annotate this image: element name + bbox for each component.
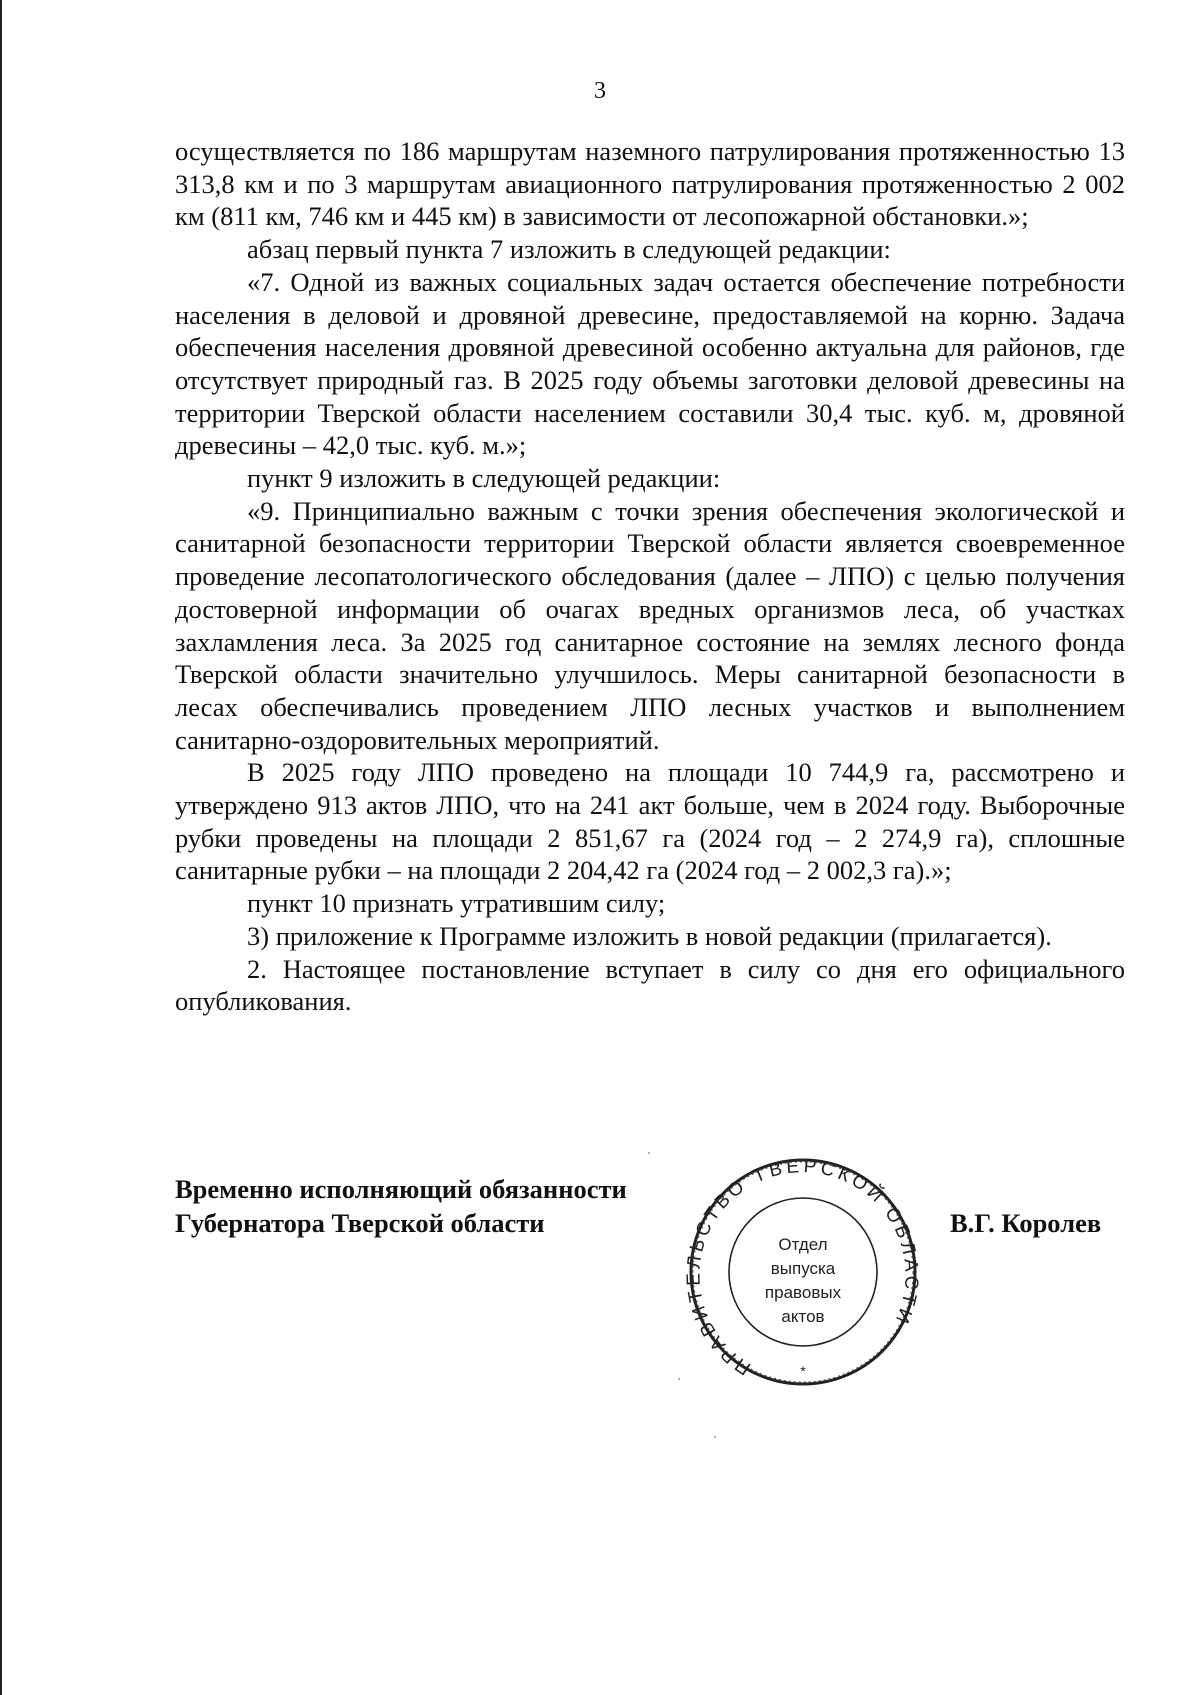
document-body: [175, 135, 1125, 1018]
stamp-inner-line-4: актов: [781, 1307, 825, 1326]
paragraph-item-9-text: «9. Принципиально важным с точки зрения обеспечения экологической и санитарной безопасности территории Тверской области является своевременное проведение лесопатологического обследования (далее – ЛПО) с целью получения достоверной информации об очагах вредных организмов леса, об участках захламления леса. За 2025 год санитарное состояние на землях лесного фонда Тверской области значительно улучшилось. Меры санитарной безопасности в лесах обеспечивались проведением ЛПО лесных участков и выполнением санитарно-оздоровительных мероприятий.: [175, 495, 1125, 755]
paragraph-amend-item-9: пункт 9 изложить в следующей редакции:: [247, 463, 721, 494]
signatory-position-line-2: Губернатора Тверской области: [175, 1208, 545, 1238]
scan-speck: [678, 1378, 680, 1380]
paragraph-lpo-stats: В 2025 году ЛПО проведено на площади 10 744,9 га, рассмотрено и утверждено 913 актов ЛПО, что на 241 акт больше, чем в 2024 году. Выборочные рубки проведены на площади 2 851,67 га (2024 год – 2 274,9 га), сплошные санитарные рубки – на площади 2 204,42 га (2024 год – 2 002,3 га).»;: [175, 757, 1125, 886]
signatory-position-line-1: Временно исполняющий обязанности: [175, 1174, 627, 1204]
stamp-inner-line-1: Отдел: [778, 1235, 828, 1254]
signatory-name: В.Г. Королев: [950, 1208, 1102, 1238]
stamp-outer-text: ПРАВИТЕЛЬСТВО ТВЕРСКОЙ ОБЛАСТИ: [683, 1155, 922, 1379]
scan-speck: [714, 1436, 716, 1438]
stamp-inner-line-3: правовых: [764, 1283, 842, 1302]
paragraph-appendix: 3) приложение к Программе изложить в новой редакции (прилагается).: [247, 920, 1052, 951]
paragraph-item-7-text: «7. Одной из важных социальных задач остается обеспечение потребности населения в деловой и дровяной древесине, предоставляемой на корню. Задача обеспечения населения дровяной древесиной особенно актуальна для районов, где отсутствует природный газ. В 2025 году объемы заготовки деловой древесины на территории Тверской области населением составили 30,4 тыс. куб. м, дровяной древесины – 42,0 тыс. куб. м.»;: [175, 266, 1125, 461]
paragraph-continuation: осуществляется по 186 маршрутам наземного патрулирования протяженностью 13 313,8 км и по 3 маршрутам авиационного патрулирования протяженностью 2 002 км (811 км, 746 км и 445 км) в зависимости от лесопожарной обстановки.»;: [175, 136, 1125, 232]
stamp-inner-line-2: выпуска: [770, 1259, 836, 1278]
paragraph-item-10: пункт 10 признать утратившим силу;: [247, 888, 666, 919]
stamp-star: *: [800, 1363, 806, 1379]
scan-edge: [0, 0, 2, 1695]
scan-speck: [648, 1152, 650, 1154]
official-stamp: [683, 1152, 923, 1392]
paragraph-effective-date: 2. Настоящее постановление вступает в силу со дня его официального опубликования.: [175, 953, 1125, 1017]
signatory-position: [175, 1172, 627, 1240]
paragraph-amend-item-7: абзац первый пункта 7 изложить в следующей редакции:: [247, 234, 891, 265]
page-number: 3: [594, 78, 606, 104]
